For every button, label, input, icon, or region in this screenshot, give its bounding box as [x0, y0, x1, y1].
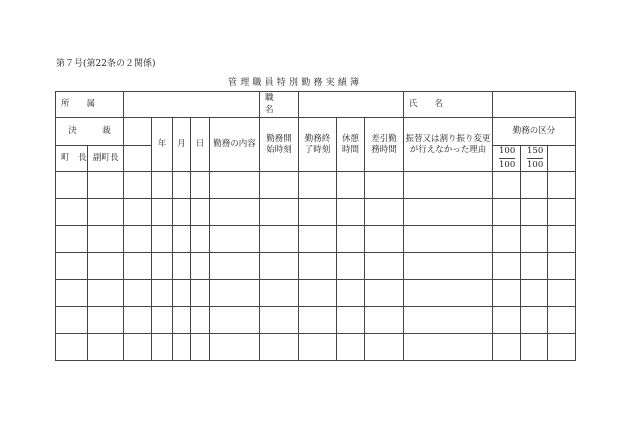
end-time-label: 勤務終 了時刻	[299, 118, 337, 172]
record-cell[interactable]	[521, 226, 548, 253]
record-cell[interactable]	[152, 280, 173, 307]
record-cell[interactable]	[548, 199, 576, 226]
record-cell[interactable]	[152, 226, 173, 253]
record-cell[interactable]	[337, 307, 365, 334]
record-cell[interactable]	[337, 172, 365, 199]
record-cell[interactable]	[152, 334, 173, 361]
record-cell[interactable]	[365, 307, 404, 334]
mayor-label: 町 長	[56, 146, 88, 172]
record-cell[interactable]	[260, 307, 299, 334]
name-field[interactable]	[493, 92, 576, 118]
record-cell[interactable]	[56, 280, 88, 307]
record-cell[interactable]	[191, 253, 210, 280]
record-table	[55, 91, 576, 361]
work-category-label: 勤務の区分	[493, 118, 576, 146]
position-label: 職 名	[260, 92, 299, 118]
record-cell[interactable]	[152, 307, 173, 334]
record-cell[interactable]	[88, 280, 124, 307]
record-cell[interactable]	[210, 226, 260, 253]
record-cell[interactable]	[521, 280, 548, 307]
record-cell[interactable]	[56, 199, 88, 226]
record-cell[interactable]	[493, 172, 521, 199]
year-label: 年	[152, 118, 173, 172]
record-cell[interactable]	[493, 199, 521, 226]
rate-150-label: 150 100	[521, 146, 548, 172]
record-cell[interactable]	[210, 307, 260, 334]
record-cell[interactable]	[88, 307, 124, 334]
record-cell[interactable]	[88, 226, 124, 253]
approval-label: 決 裁	[56, 118, 124, 146]
record-cell[interactable]	[493, 226, 521, 253]
record-cell[interactable]	[299, 226, 337, 253]
day-label: 日	[191, 118, 210, 172]
affiliation-field[interactable]	[124, 92, 260, 118]
record-cell[interactable]	[210, 172, 260, 199]
record-cell[interactable]	[365, 172, 404, 199]
record-cell[interactable]	[299, 307, 337, 334]
record-cell[interactable]	[337, 334, 365, 361]
record-cell[interactable]	[173, 172, 191, 199]
record-cell[interactable]	[299, 334, 337, 361]
record-cell[interactable]	[521, 334, 548, 361]
record-row	[56, 334, 576, 361]
record-cell[interactable]	[299, 199, 337, 226]
record-cell[interactable]	[299, 280, 337, 307]
deputy-mayor-label: 副町長	[88, 146, 124, 172]
record-cell[interactable]	[365, 199, 404, 226]
record-cell[interactable]	[493, 280, 521, 307]
record-cell[interactable]	[521, 307, 548, 334]
record-cell[interactable]	[56, 334, 88, 361]
record-cell[interactable]	[173, 307, 191, 334]
record-cell[interactable]	[56, 226, 88, 253]
record-cell[interactable]	[152, 199, 173, 226]
record-cell[interactable]	[56, 307, 88, 334]
record-cell[interactable]	[88, 172, 124, 199]
record-cell[interactable]	[404, 334, 493, 361]
record-row	[56, 253, 576, 280]
record-cell[interactable]	[299, 253, 337, 280]
record-cell[interactable]	[260, 334, 299, 361]
record-cell[interactable]	[260, 199, 299, 226]
record-cell[interactable]	[124, 280, 152, 307]
record-cell[interactable]	[210, 280, 260, 307]
record-row	[56, 226, 576, 253]
record-cell[interactable]	[124, 172, 152, 199]
record-cell[interactable]	[404, 226, 493, 253]
record-cell[interactable]	[173, 280, 191, 307]
record-cell[interactable]	[260, 280, 299, 307]
record-cell[interactable]	[152, 172, 173, 199]
record-cell[interactable]	[124, 226, 152, 253]
month-label: 月	[173, 118, 191, 172]
record-cell[interactable]	[56, 172, 88, 199]
column-header-row-1	[56, 118, 576, 146]
record-cell[interactable]	[365, 226, 404, 253]
record-cell[interactable]	[88, 199, 124, 226]
record-cell[interactable]	[173, 334, 191, 361]
record-cell[interactable]	[365, 280, 404, 307]
record-cell[interactable]	[173, 199, 191, 226]
record-cell[interactable]	[260, 253, 299, 280]
record-cell[interactable]	[493, 307, 521, 334]
record-cell[interactable]	[404, 253, 493, 280]
record-cell[interactable]	[210, 253, 260, 280]
record-cell[interactable]	[337, 253, 365, 280]
record-cell[interactable]	[365, 334, 404, 361]
affiliation-label: 所 属	[56, 92, 124, 118]
record-cell[interactable]	[210, 334, 260, 361]
form-number: 第７号(第22条の２関係)	[56, 59, 156, 69]
start-time-label: 勤務開 始時刻	[260, 118, 299, 172]
net-work-time-label: 差引勤 務時間	[365, 118, 404, 172]
record-cell[interactable]	[260, 226, 299, 253]
record-cell[interactable]	[173, 226, 191, 253]
record-cell[interactable]	[191, 226, 210, 253]
record-cell[interactable]	[191, 307, 210, 334]
record-cell[interactable]	[548, 172, 576, 199]
record-cell[interactable]	[124, 334, 152, 361]
record-cell[interactable]	[521, 253, 548, 280]
record-cell[interactable]	[493, 253, 521, 280]
record-cell[interactable]	[404, 280, 493, 307]
record-cell[interactable]	[124, 253, 152, 280]
record-cell[interactable]	[210, 199, 260, 226]
record-cell[interactable]	[173, 253, 191, 280]
record-cell[interactable]	[404, 172, 493, 199]
record-cell[interactable]	[548, 307, 576, 334]
record-row	[56, 280, 576, 307]
record-cell[interactable]	[521, 172, 548, 199]
record-cell[interactable]	[191, 280, 210, 307]
record-cell[interactable]	[365, 253, 404, 280]
record-cell[interactable]	[152, 253, 173, 280]
form-title: 管理職員特別勤務実績簿	[228, 78, 363, 88]
record-cell[interactable]	[299, 172, 337, 199]
rate-100-label: 100 100	[493, 146, 521, 172]
record-cell[interactable]	[548, 334, 576, 361]
record-cell[interactable]	[124, 307, 152, 334]
record-cell[interactable]	[337, 199, 365, 226]
record-cell[interactable]	[88, 334, 124, 361]
record-cell[interactable]	[191, 199, 210, 226]
break-time-label: 休憩 時間	[337, 118, 365, 172]
record-cell[interactable]	[56, 253, 88, 280]
record-cell[interactable]	[493, 334, 521, 361]
header-info-row	[56, 92, 576, 118]
name-label: 氏 名	[404, 92, 493, 118]
record-cell[interactable]	[191, 172, 210, 199]
record-cell[interactable]	[337, 226, 365, 253]
record-cell[interactable]	[548, 280, 576, 307]
record-cell[interactable]	[521, 199, 548, 226]
record-row	[56, 199, 576, 226]
record-cell[interactable]	[548, 226, 576, 253]
record-cell[interactable]	[548, 253, 576, 280]
record-cell[interactable]	[404, 199, 493, 226]
position-field[interactable]	[299, 92, 404, 118]
record-cell[interactable]	[124, 199, 152, 226]
work-content-label: 勤務の内容	[210, 118, 260, 172]
record-row	[56, 172, 576, 199]
record-cell[interactable]	[260, 172, 299, 199]
record-cell[interactable]	[88, 253, 124, 280]
reason-label: 振替又は割り振り変更 が行えなかった理由	[404, 118, 493, 172]
record-row	[56, 307, 576, 334]
record-cell[interactable]	[191, 334, 210, 361]
record-cell[interactable]	[404, 307, 493, 334]
record-cell[interactable]	[337, 280, 365, 307]
